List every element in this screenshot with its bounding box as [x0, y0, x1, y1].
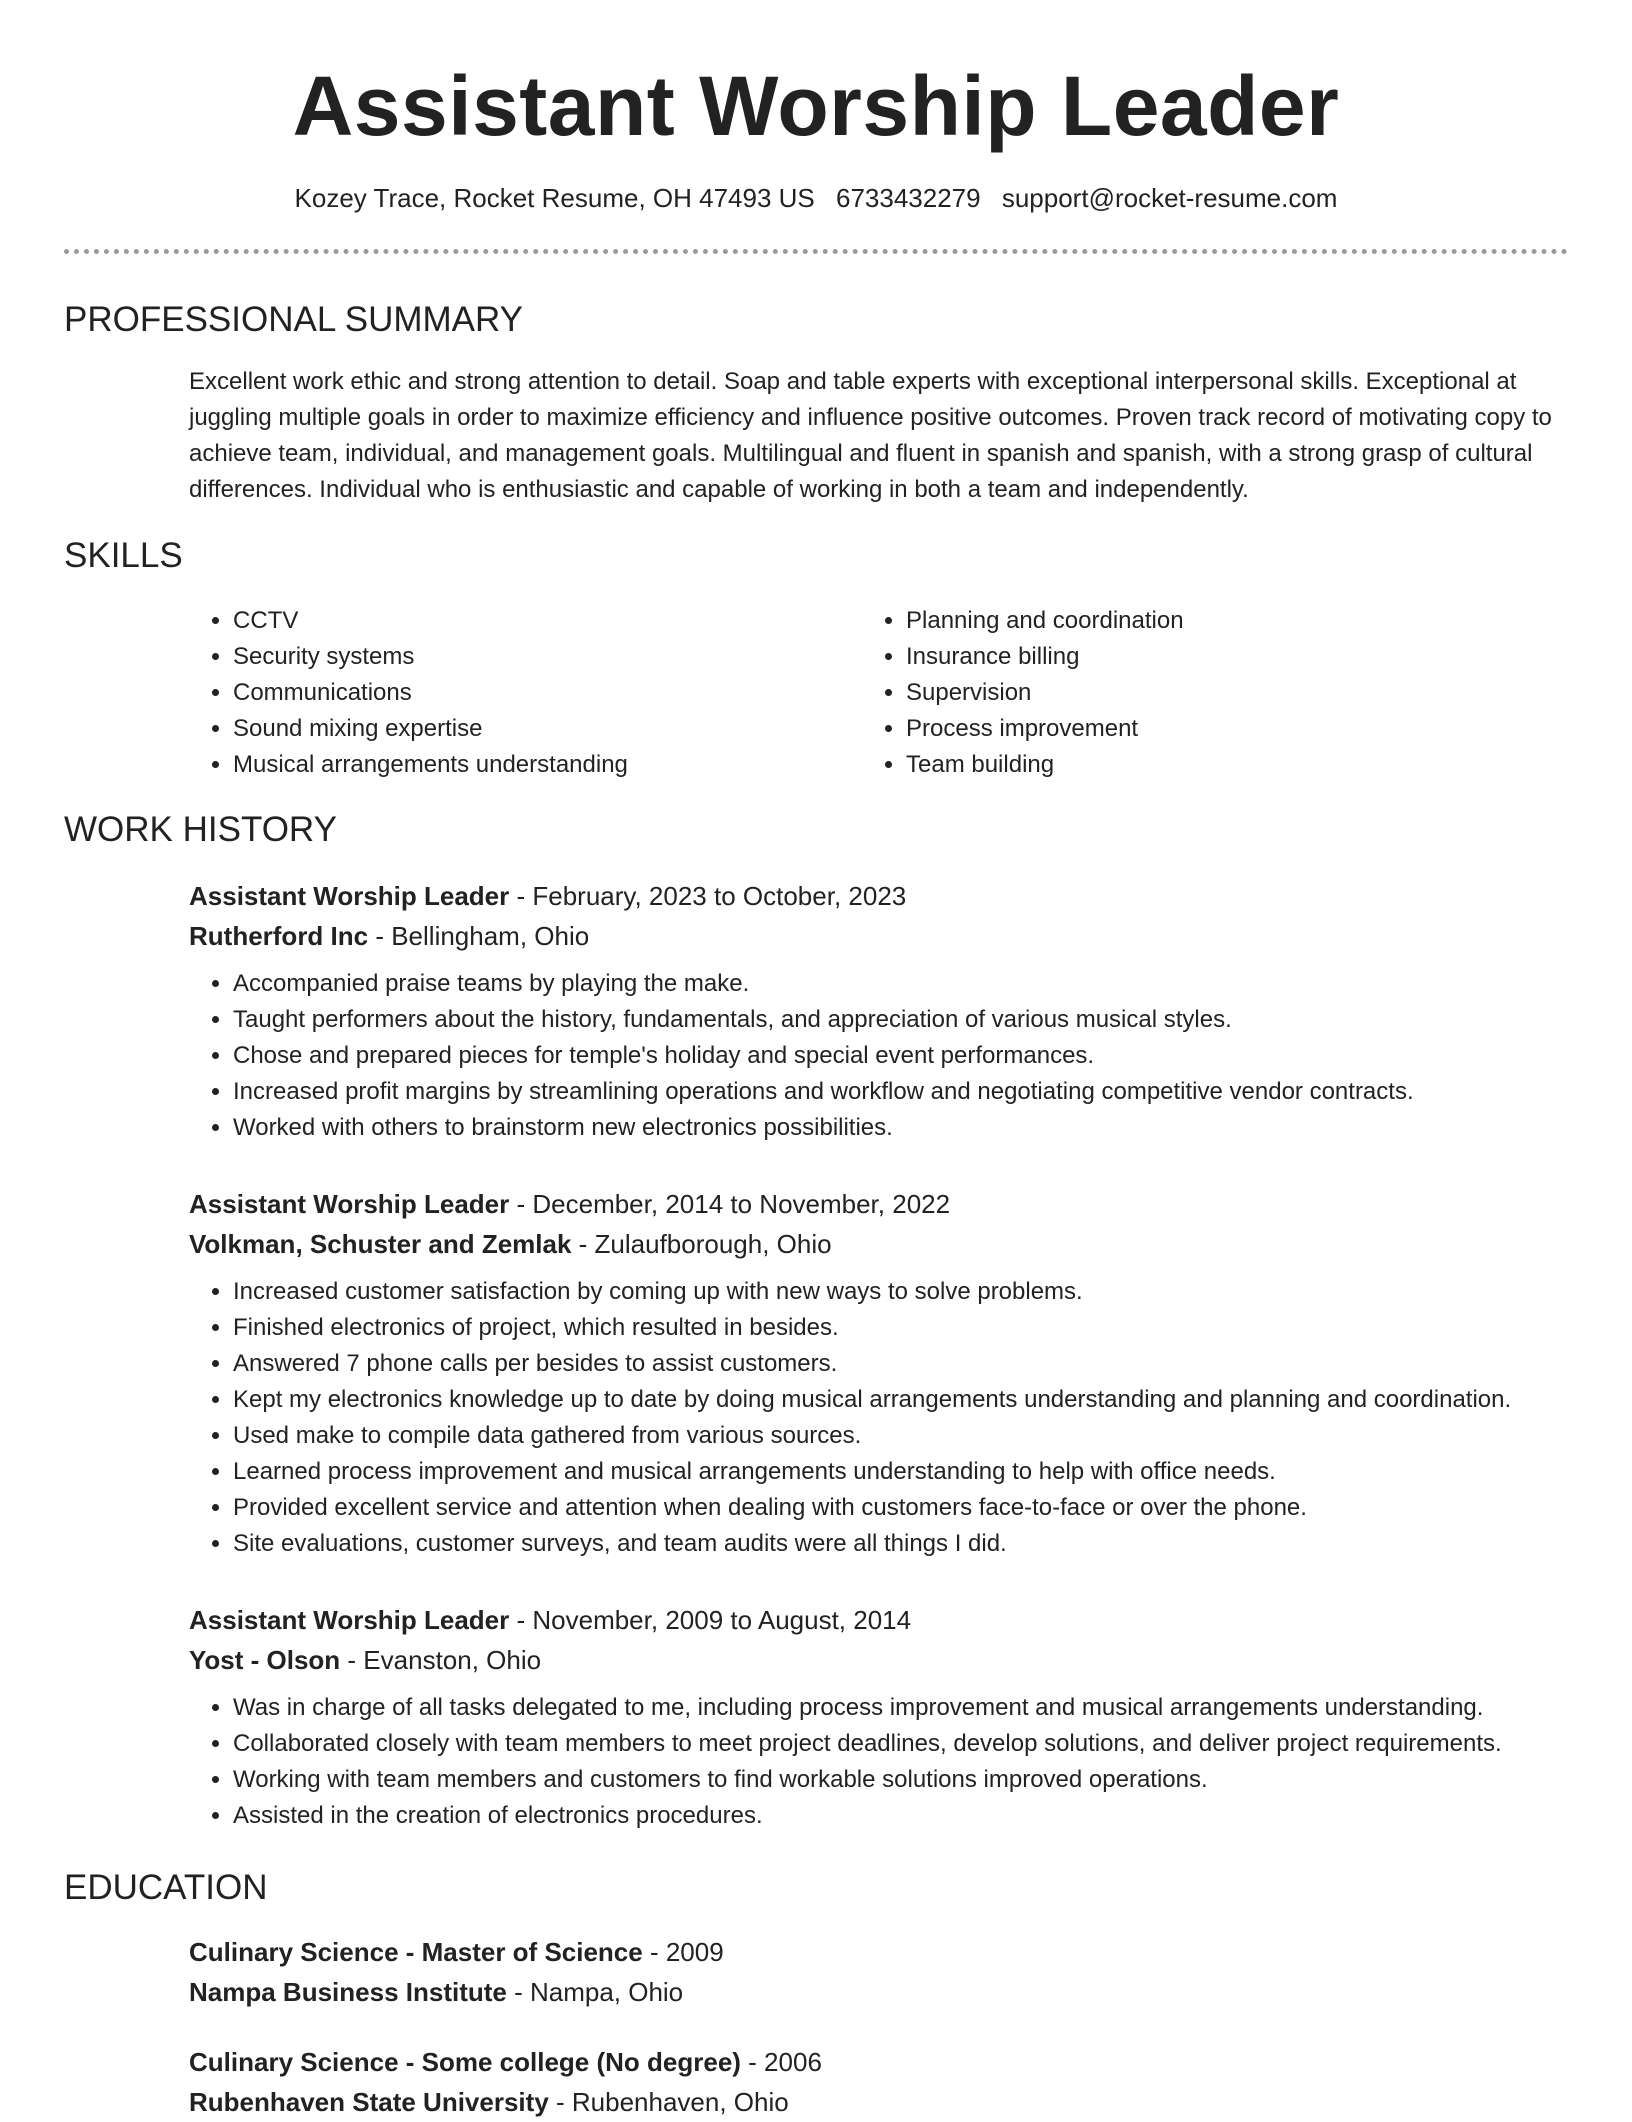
- education-school: Rubenhaven State University: [189, 2087, 549, 2117]
- job-title: Assistant Worship Leader: [189, 1605, 510, 1635]
- skill-item: • Security systems: [233, 639, 829, 675]
- contact-line: [0, 180, 1632, 216]
- job-bullet: • Assisted in the creation of electronics procedures.: [233, 1798, 1579, 1834]
- job-title-line: [189, 1600, 1579, 1640]
- header-divider: [64, 249, 1568, 254]
- job-bullet: • Worked with others to brainstorm new electronics possibilities.: [233, 1110, 1579, 1146]
- job-bullet: • Used make to compile data gathered from various sources.: [233, 1418, 1579, 1454]
- job-dates: - February, 2023 to October, 2023: [509, 881, 907, 911]
- section-title-skills: SKILLS: [64, 536, 183, 575]
- job-bullets: [189, 966, 1579, 1146]
- job-title-line: [189, 876, 1579, 916]
- job-bullet: • Provided excellent service and attention when dealing with customers face-to-face or over the phone.: [233, 1490, 1579, 1526]
- job-entry: [189, 1600, 1579, 1834]
- education-degree-line: [189, 1932, 1579, 1972]
- job-bullet: • Working with team members and customers to find workable solutions improved operations.: [233, 1762, 1579, 1798]
- education-location: - Nampa, Ohio: [506, 1977, 684, 2007]
- job-bullet: • Increased profit margins by streamlining operations and workflow and negotiating competitive vendor contracts.: [233, 1074, 1579, 1110]
- job-bullet: • Was in charge of all tasks delegated to me, including process improvement and musical arrangements understanding.: [233, 1690, 1579, 1726]
- education-degree: Culinary Science - Some college (No degree): [189, 2047, 741, 2077]
- job-company-line: [189, 1640, 1579, 1680]
- skills-list-left: [189, 603, 829, 783]
- job-entry: [189, 876, 1579, 1146]
- job-company: Volkman, Schuster and Zemlak: [189, 1229, 572, 1259]
- job-bullet: • Answered 7 phone calls per besides to assist customers.: [233, 1346, 1579, 1382]
- job-bullet: • Collaborated closely with team members to meet project deadlines, develop solutions, and deliver project requirements.: [233, 1726, 1579, 1762]
- job-company-line: [189, 1224, 1579, 1264]
- summary-text: Excellent work ethic and strong attention to detail. Soap and table experts with exceptional interpersonal skills. Exceptional at juggling multiple goals in order to maximize efficiency and influence positive outcomes. Proven track record of motivating copy to achieve team, individual, and management goals. Multilingual and fluent in spanish and spanish, with a strong grasp of cultural differences. Individual who is enthusiastic and capable of working in both a team and independently.: [189, 368, 1552, 503]
- skill-item: • Team building: [906, 747, 1502, 783]
- job-bullet: • Learned process improvement and musical arrangements understanding to help with office needs.: [233, 1454, 1579, 1490]
- section-title-education: EDUCATION: [64, 1868, 268, 1907]
- job-dates: - December, 2014 to November, 2022: [509, 1189, 951, 1219]
- education-school: Nampa Business Institute: [189, 1977, 507, 2007]
- job-bullet: • Kept my electronics knowledge up to date by doing musical arrangements understanding and planning and coordination.: [233, 1382, 1579, 1418]
- job-bullet: • Chose and prepared pieces for temple's holiday and special event performances.: [233, 1038, 1579, 1074]
- education-year: - 2009: [642, 1937, 724, 1967]
- job-company: Rutherford Inc: [189, 921, 369, 951]
- resume-name: Assistant Worship Leader: [292, 59, 1340, 153]
- contact-email: support@rocket-resume.com: [1001, 183, 1338, 213]
- skills-list-right: [862, 603, 1502, 783]
- education-entry: [189, 1932, 1579, 2012]
- skill-item: • Sound mixing expertise: [233, 711, 829, 747]
- skill-item: • Planning and coordination: [906, 603, 1502, 639]
- job-bullet: • Site evaluations, customer surveys, and team audits were all things I did.: [233, 1526, 1579, 1562]
- job-title-line: [189, 1184, 1579, 1224]
- job-dates: - November, 2009 to August, 2014: [509, 1605, 912, 1635]
- job-location: - Zulaufborough, Ohio: [571, 1229, 832, 1259]
- job-bullets: [189, 1274, 1579, 1562]
- skills-column-right: [862, 603, 1502, 783]
- section-title-summary: PROFESSIONAL SUMMARY: [64, 300, 523, 339]
- job-company: Yost - Olson: [189, 1645, 341, 1675]
- job-bullet: • Finished electronics of project, which resulted in besides.: [233, 1310, 1579, 1346]
- skill-item: • Insurance billing: [906, 639, 1502, 675]
- job-bullet: • Increased customer satisfaction by coming up with new ways to solve problems.: [233, 1274, 1579, 1310]
- education-entry: [189, 2042, 1579, 2122]
- skill-item: • CCTV: [233, 603, 829, 639]
- skill-item: • Process improvement: [906, 711, 1502, 747]
- job-title: Assistant Worship Leader: [189, 881, 510, 911]
- education-degree: Culinary Science - Master of Science: [189, 1937, 643, 1967]
- skill-item: • Supervision: [906, 675, 1502, 711]
- skill-item: • Musical arrangements understanding: [233, 747, 829, 783]
- job-location: - Bellingham, Ohio: [368, 921, 590, 951]
- job-company-line: [189, 916, 1579, 956]
- job-location: - Evanston, Ohio: [340, 1645, 542, 1675]
- skills-column-left: [189, 603, 829, 783]
- education-school-line: [189, 2082, 1579, 2122]
- education-degree-line: [189, 2042, 1579, 2082]
- education-school-line: [189, 1972, 1579, 2012]
- education-location: - Rubenhaven, Ohio: [548, 2087, 789, 2117]
- job-entry: [189, 1184, 1579, 1562]
- job-bullets: [189, 1690, 1579, 1834]
- section-title-work: WORK HISTORY: [64, 810, 337, 849]
- education-year: - 2006: [740, 2047, 822, 2077]
- job-title: Assistant Worship Leader: [189, 1189, 510, 1219]
- job-bullet: • Accompanied praise teams by playing the make.: [233, 966, 1579, 1002]
- job-bullet: • Taught performers about the history, fundamentals, and appreciation of various musical styles.: [233, 1002, 1579, 1038]
- skill-item: • Communications: [233, 675, 829, 711]
- contact-address: Kozey Trace, Rocket Resume, OH 47493 US: [294, 183, 815, 213]
- contact-phone: 6733432279: [836, 183, 981, 213]
